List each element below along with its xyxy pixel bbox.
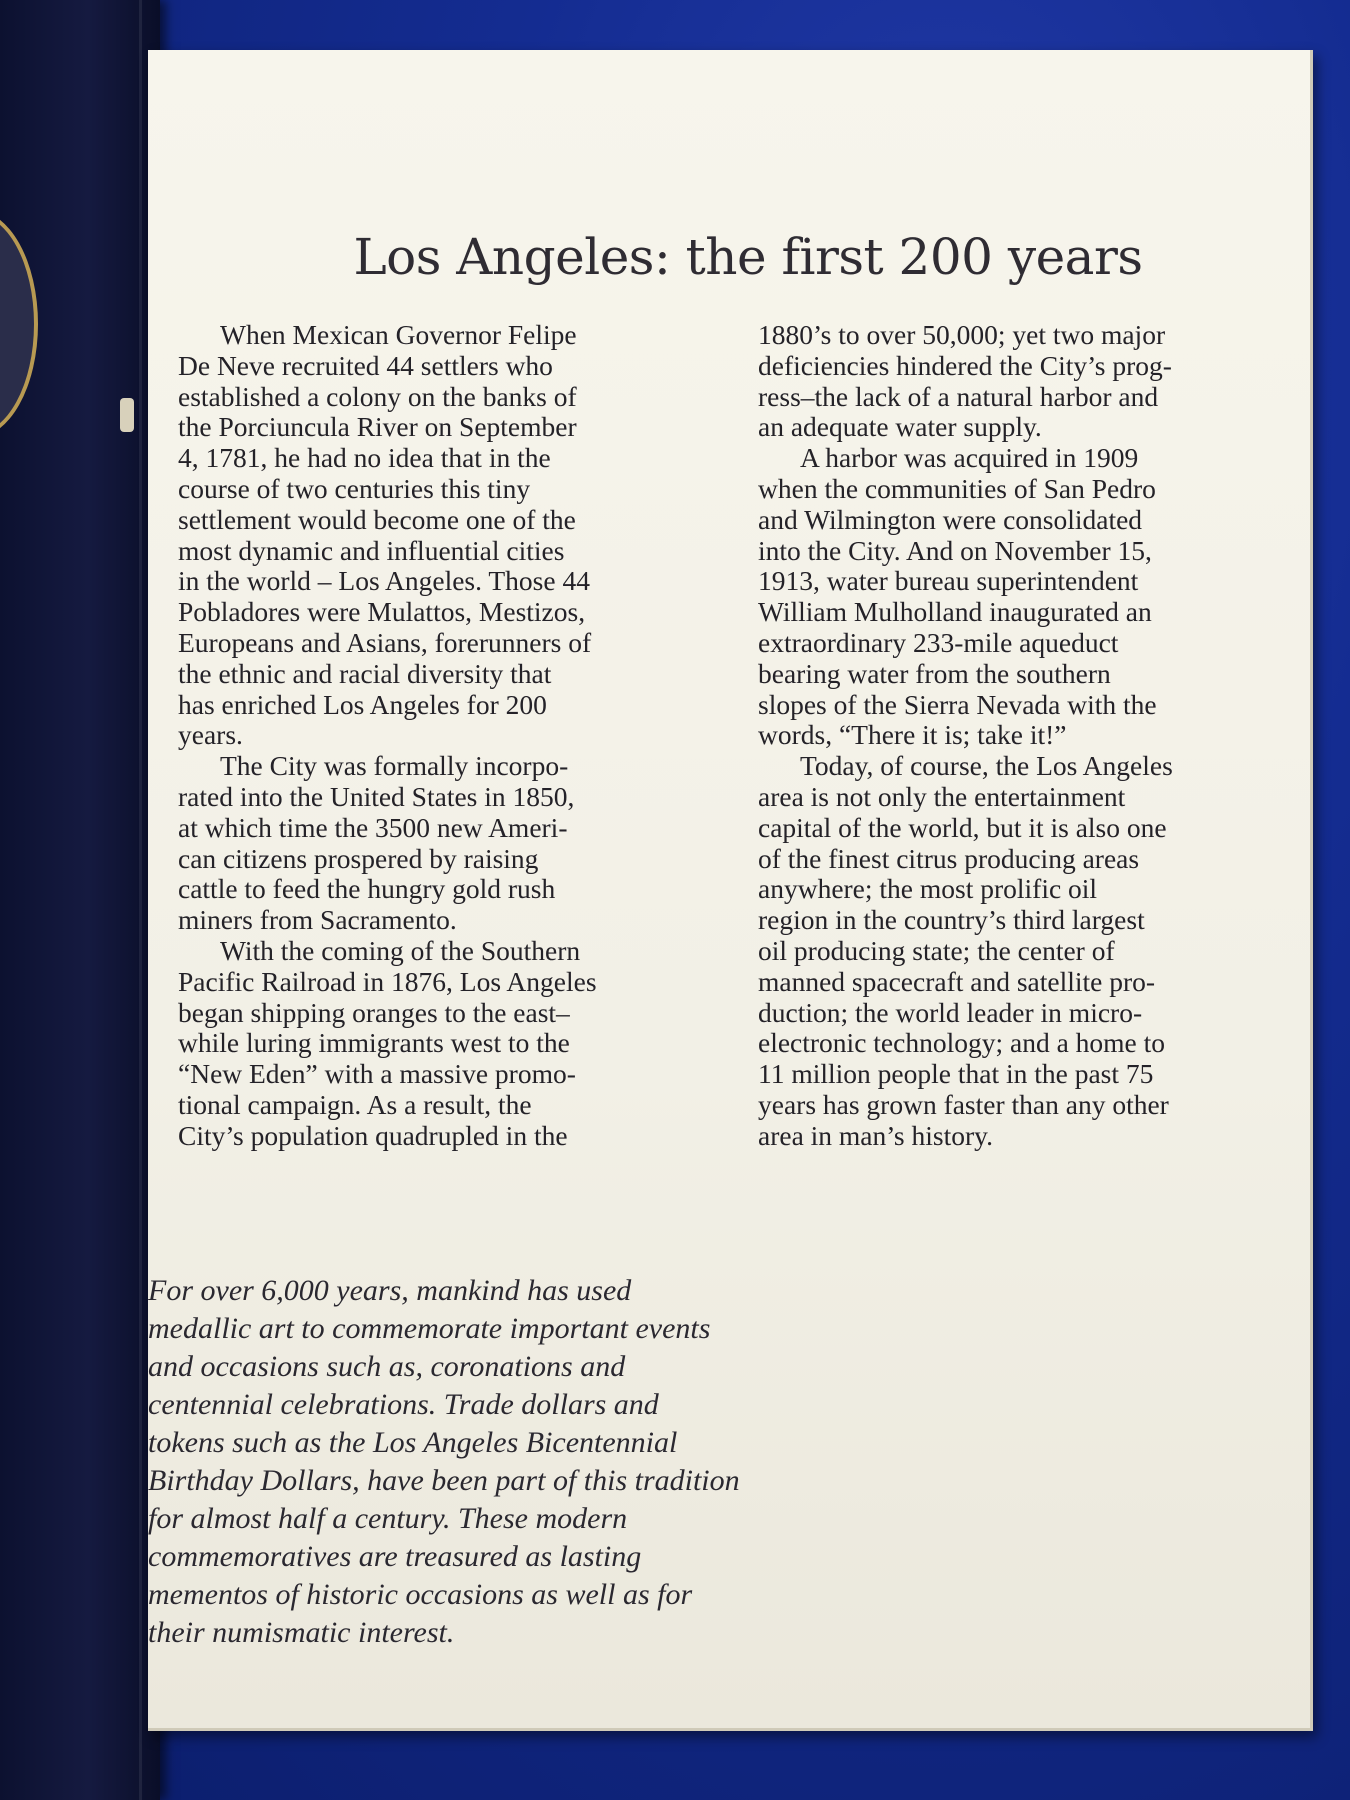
- text-line: electronic technology; and a home to: [758, 1027, 1166, 1059]
- text-line: area is not only the entertainment: [758, 780, 1126, 812]
- text-line: De Neve recruited 44 settlers who: [178, 349, 553, 381]
- text-line: settlement would become one of the: [178, 503, 576, 535]
- text-line: bearing water from the southern: [758, 657, 1111, 689]
- text-line: ress–the lack of a natural harbor and: [758, 380, 1159, 412]
- text-line: years.: [178, 719, 243, 751]
- text-line: can citizens prospered by raising: [178, 842, 539, 874]
- paragraph: [178, 751, 698, 936]
- paragraph: [758, 443, 1298, 751]
- text-line: centennial celebrations. Trade dollars and: [148, 1388, 659, 1421]
- text-line: Europeans and Asians, forerunners of: [178, 626, 592, 658]
- text-line: tokens such as the Los Angeles Bicentennial: [148, 1426, 678, 1459]
- italic-note: [148, 1272, 848, 1652]
- text-line: when the communities of San Pedro: [758, 472, 1156, 504]
- text-line: area in man’s history.: [758, 1119, 993, 1151]
- text-line: words, “There it is; take it!”: [758, 719, 1067, 751]
- text-line: miners from Sacramento.: [178, 904, 457, 936]
- coin-edge: [0, 210, 38, 438]
- text-line: “New Eden” with a massive promo-: [178, 1058, 576, 1090]
- text-line: while luring immigrants west to the: [178, 1027, 570, 1059]
- text-line: anywhere; the most prolific oil: [758, 873, 1098, 905]
- text-line: 1880’s to over 50,000; yet two major: [758, 319, 1166, 350]
- text-line: the Porciuncula River on September: [178, 411, 577, 443]
- text-line: course of two centuries this tiny: [178, 472, 531, 504]
- text-line: an adequate water supply.: [758, 411, 1042, 443]
- text-line: and Wilmington were consolidated: [758, 503, 1143, 535]
- text-line: When Mexican Governor Felipe: [220, 319, 577, 350]
- text-line: rated into the United States in 1850,: [178, 780, 575, 812]
- text-line: for almost half a century. These modern: [148, 1502, 628, 1535]
- text-line: For over 6,000 years, mankind has used: [148, 1274, 632, 1307]
- text-line: tional campaign. As a result, the: [178, 1088, 532, 1120]
- text-line: established a colony on the banks of: [178, 380, 577, 412]
- text-line: most dynamic and influential cities: [178, 534, 565, 566]
- text-line: City’s population quadrupled in the: [178, 1119, 568, 1151]
- text-line: 11 million people that in the past 75: [758, 1058, 1154, 1090]
- text-line: their numismatic interest.: [148, 1616, 455, 1649]
- text-line: Today, of course, the Los Angeles: [800, 750, 1173, 782]
- folder-tab: [120, 398, 134, 432]
- text-line: duction; the world leader in micro-: [758, 996, 1143, 1028]
- text-line: Pobladores were Mulattos, Mestizos,: [178, 596, 586, 628]
- text-line: years has grown faster than any other: [758, 1088, 1169, 1120]
- text-line: region in the country’s third largest: [758, 904, 1145, 936]
- text-line: in the world – Los Angeles. Those 44: [178, 565, 590, 597]
- text-line: of the finest citrus producing areas: [758, 842, 1140, 874]
- text-line: has enriched Los Angeles for 200: [178, 688, 547, 720]
- text-line: mementos of historic occasions as well as for: [148, 1578, 693, 1611]
- paragraph: [758, 320, 1298, 443]
- text-line: and occasions such as, coronations and: [148, 1350, 626, 1383]
- text-line: Birthday Dollars, have been part of this tradition: [148, 1464, 740, 1497]
- folder-hinge: [139, 0, 142, 1800]
- text-line: 4, 1781, he had no idea that in the: [178, 442, 551, 474]
- paragraph: [178, 320, 698, 751]
- text-line: manned spacecraft and satellite pro-: [758, 965, 1156, 997]
- text-line: With the coming of the Southern: [220, 934, 581, 966]
- text-line: medallic art to commemorate important events: [148, 1312, 711, 1345]
- text-line: Pacific Railroad in 1876, Los Angeles: [178, 965, 597, 997]
- text-line: A harbor was acquired in 1909: [800, 442, 1139, 474]
- text-line: began shipping oranges to the east–: [178, 996, 570, 1028]
- folder-cover-panel: [0, 0, 160, 1800]
- text-line: capital of the world, but it is also one: [758, 811, 1167, 843]
- text-line: cattle to feed the hungry gold rush: [178, 873, 556, 905]
- text-line: 1913, water bureau superintendent: [758, 565, 1139, 597]
- page-title: Los Angeles: the first 200 years: [353, 228, 1143, 286]
- left-text-column: [178, 320, 698, 1152]
- text-line: the ethnic and racial diversity that: [178, 657, 552, 689]
- text-line: The City was formally incorpo-: [220, 750, 569, 782]
- text-line: extraordinary 233-mile aqueduct: [758, 626, 1119, 658]
- text-line: William Mulholland inaugurated an: [758, 596, 1152, 628]
- text-line: into the City. And on November 15,: [758, 534, 1152, 566]
- booklet-page: [148, 50, 1313, 1731]
- text-line: slopes of the Sierra Nevada with the: [758, 688, 1157, 720]
- text-line: commemoratives are treasured as lasting: [148, 1540, 642, 1573]
- paragraph: [178, 936, 698, 1152]
- text-line: deficiencies hindered the City’s prog-: [758, 349, 1172, 381]
- text-line: oil producing state; the center of: [758, 934, 1115, 966]
- paragraph: [758, 751, 1298, 1151]
- text-line: at which time the 3500 new Ameri-: [178, 811, 568, 843]
- right-text-column: [758, 320, 1298, 1152]
